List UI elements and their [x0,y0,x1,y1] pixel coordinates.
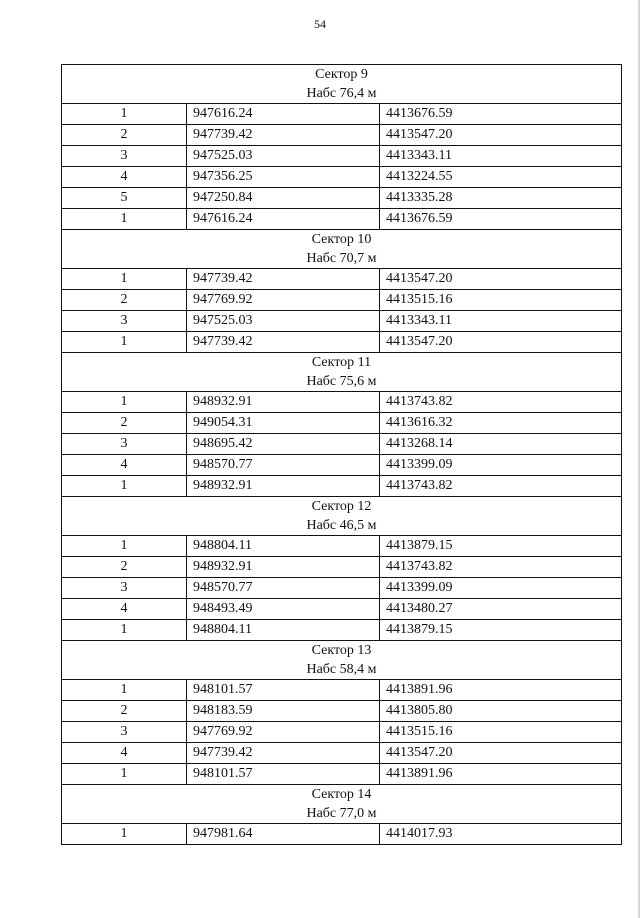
table-row [62,104,622,125]
sector-header-row [62,785,622,824]
table-row [62,332,622,353]
sector-elevation: Набс 77,0 м [306,806,377,821]
y-coordinate: 4413547.20 [380,743,622,764]
point-number: 2 [62,557,187,578]
x-coordinate: 947525.03 [187,146,380,167]
y-coordinate: 4413879.15 [380,620,622,641]
sector-title: Сектор 9 [315,67,368,82]
sector-title: Сектор 13 [311,643,372,658]
sector-header-row [62,65,622,104]
table-row [62,188,622,209]
x-coordinate: 948932.91 [187,392,380,413]
table-row [62,434,622,455]
sector-title: Сектор 11 [311,355,372,370]
point-number: 1 [62,764,187,785]
sector-elevation: Набс 76,4 м [306,86,377,101]
x-coordinate: 947769.92 [187,290,380,311]
x-coordinate: 947525.03 [187,311,380,332]
x-coordinate: 948493.49 [187,599,380,620]
point-number: 1 [62,824,187,845]
sector-title: Сектор 10 [311,232,372,247]
y-coordinate: 4413343.11 [380,311,622,332]
x-coordinate: 947739.42 [187,743,380,764]
sector-elevation: Набс 70,7 м [306,251,377,266]
x-coordinate: 947769.92 [187,722,380,743]
point-number: 3 [62,311,187,332]
x-coordinate: 947739.42 [187,125,380,146]
x-coordinate: 948570.77 [187,455,380,476]
y-coordinate: 4413515.16 [380,290,622,311]
point-number: 2 [62,125,187,146]
sector-header-row [62,497,622,536]
sector-header-row [62,641,622,680]
table-row [62,167,622,188]
point-number: 5 [62,188,187,209]
x-coordinate: 947356.25 [187,167,380,188]
sector-header [62,230,622,269]
point-number: 1 [62,104,187,125]
table-row [62,455,622,476]
point-number: 3 [62,434,187,455]
point-number: 1 [62,269,187,290]
sector-header [62,641,622,680]
table-row [62,146,622,167]
table-row [62,701,622,722]
y-coordinate: 4413399.09 [380,455,622,476]
point-number: 3 [62,722,187,743]
x-coordinate: 947250.84 [187,188,380,209]
x-coordinate: 948101.57 [187,764,380,785]
x-coordinate: 947981.64 [187,824,380,845]
y-coordinate: 4413676.59 [380,209,622,230]
table-row [62,392,622,413]
coordinates-table [61,64,622,845]
y-coordinate: 4413676.59 [380,104,622,125]
table-row [62,290,622,311]
point-number: 4 [62,455,187,476]
y-coordinate: 4413743.82 [380,392,622,413]
y-coordinate: 4413547.20 [380,125,622,146]
table-row [62,764,622,785]
x-coordinate: 948101.57 [187,680,380,701]
sector-header [62,353,622,392]
point-number: 1 [62,620,187,641]
table-row [62,743,622,764]
sector-header [62,497,622,536]
y-coordinate: 4413743.82 [380,476,622,497]
sector-header-row [62,353,622,392]
sector-header [62,65,622,104]
y-coordinate: 4413805.80 [380,701,622,722]
y-coordinate: 4413343.11 [380,146,622,167]
table-row [62,557,622,578]
table-row [62,599,622,620]
y-coordinate: 4413335.28 [380,188,622,209]
table-row [62,125,622,146]
x-coordinate: 947616.24 [187,104,380,125]
point-number: 4 [62,743,187,764]
x-coordinate: 948183.59 [187,701,380,722]
y-coordinate: 4414017.93 [380,824,622,845]
table-row [62,722,622,743]
sector-title: Сектор 14 [311,787,372,802]
x-coordinate: 947616.24 [187,209,380,230]
x-coordinate: 948932.91 [187,476,380,497]
sector-elevation: Набс 46,5 м [306,518,377,533]
x-coordinate: 947739.42 [187,269,380,290]
table-row [62,578,622,599]
table-row [62,536,622,557]
point-number: 4 [62,599,187,620]
y-coordinate: 4413743.82 [380,557,622,578]
table-row [62,824,622,845]
coordinates-table-body [62,65,622,845]
y-coordinate: 4413547.20 [380,332,622,353]
table-row [62,269,622,290]
point-number: 4 [62,167,187,188]
table-row [62,311,622,332]
sector-header-row [62,230,622,269]
table-row [62,620,622,641]
y-coordinate: 4413268.14 [380,434,622,455]
table-row [62,680,622,701]
y-coordinate: 4413480.27 [380,599,622,620]
x-coordinate: 948932.91 [187,557,380,578]
point-number: 2 [62,290,187,311]
x-coordinate: 948804.11 [187,620,380,641]
point-number: 1 [62,536,187,557]
sector-elevation: Набс 58,4 м [306,662,377,677]
y-coordinate: 4413616.32 [380,413,622,434]
table-row [62,209,622,230]
x-coordinate: 948695.42 [187,434,380,455]
point-number: 1 [62,332,187,353]
sector-title: Сектор 12 [311,499,372,514]
x-coordinate: 947739.42 [187,332,380,353]
point-number: 1 [62,209,187,230]
page-number: 54 [314,17,326,31]
y-coordinate: 4413399.09 [380,578,622,599]
point-number: 2 [62,701,187,722]
point-number: 2 [62,413,187,434]
x-coordinate: 948804.11 [187,536,380,557]
point-number: 1 [62,392,187,413]
sector-header [62,785,622,824]
x-coordinate: 949054.31 [187,413,380,434]
y-coordinate: 4413879.15 [380,536,622,557]
sector-elevation: Набс 75,6 м [306,374,377,389]
point-number: 3 [62,578,187,599]
point-number: 1 [62,680,187,701]
point-number: 3 [62,146,187,167]
y-coordinate: 4413515.16 [380,722,622,743]
y-coordinate: 4413547.20 [380,269,622,290]
x-coordinate: 948570.77 [187,578,380,599]
y-coordinate: 4413891.96 [380,764,622,785]
y-coordinate: 4413224.55 [380,167,622,188]
table-row [62,476,622,497]
table-row [62,413,622,434]
y-coordinate: 4413891.96 [380,680,622,701]
point-number: 1 [62,476,187,497]
